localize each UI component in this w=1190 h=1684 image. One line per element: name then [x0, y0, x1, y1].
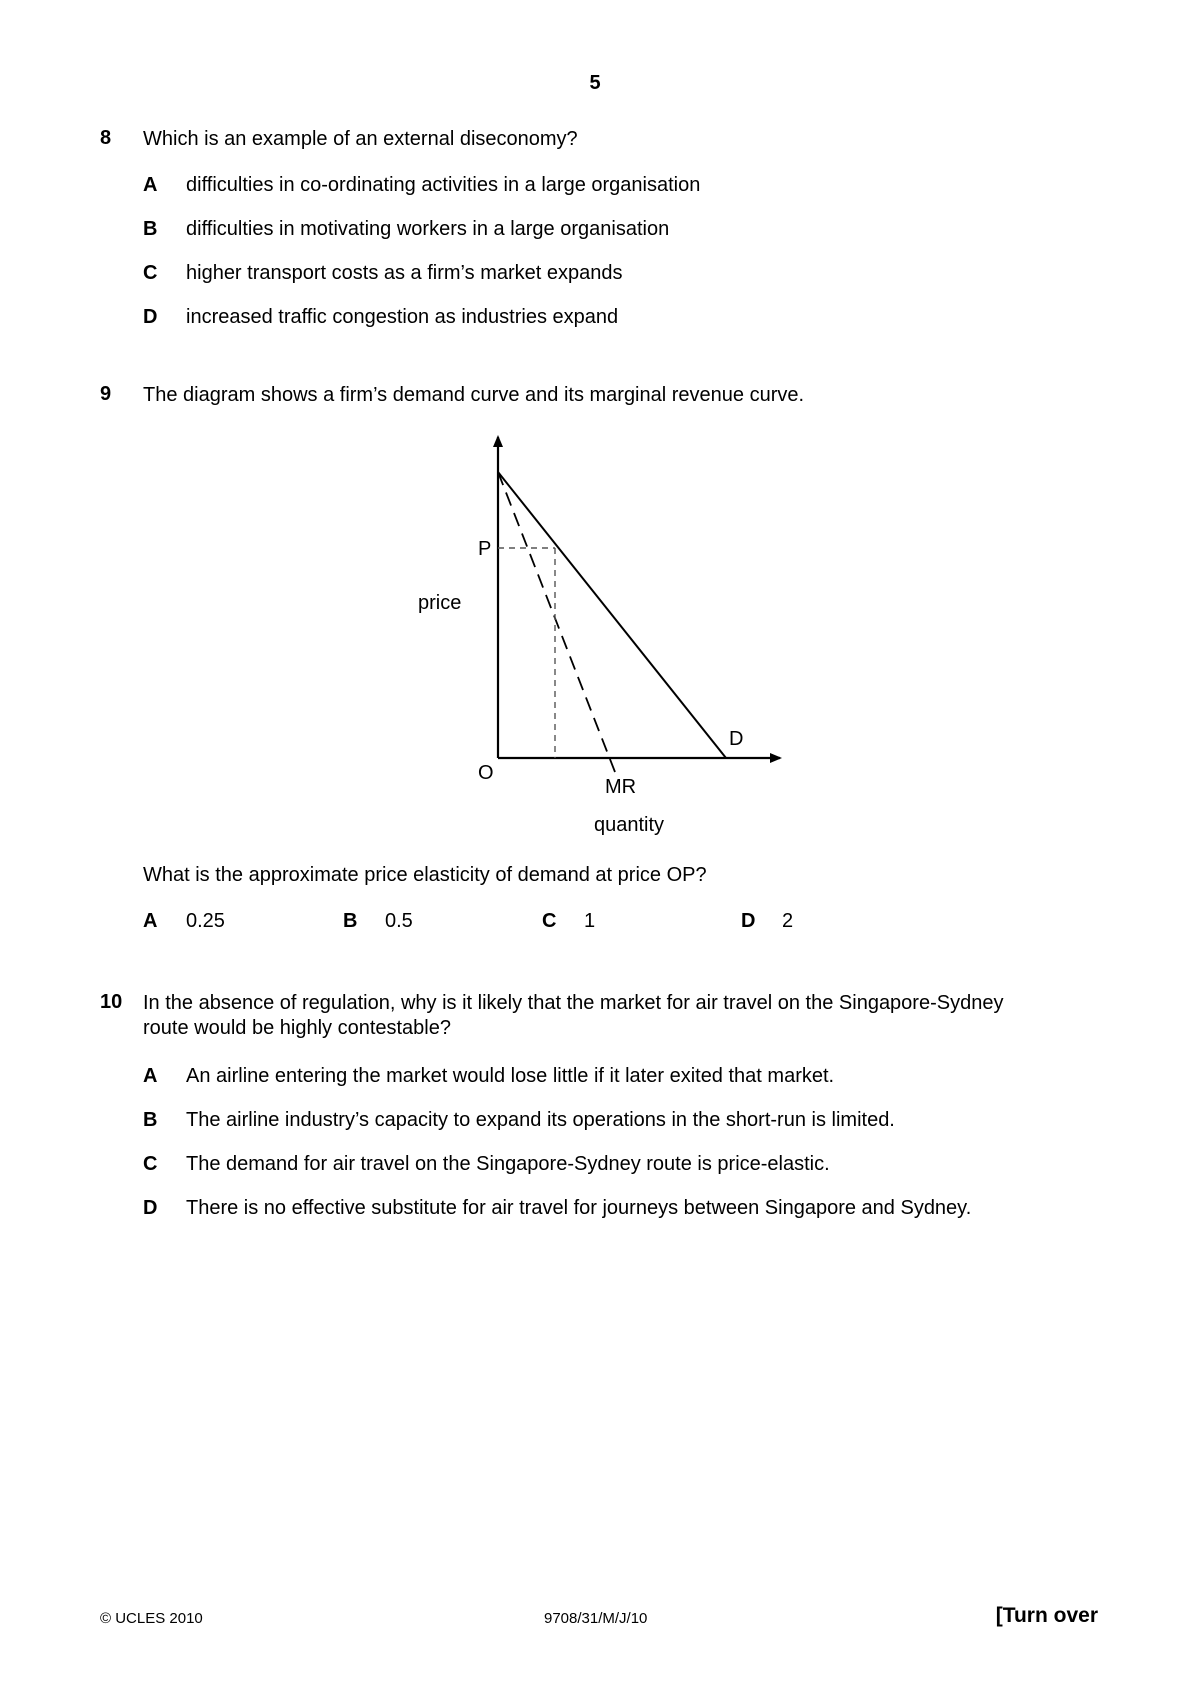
page-number: 5	[589, 72, 601, 94]
footer-turn-over: [Turn over	[995, 1604, 1098, 1627]
q10-option-d-letter: D	[143, 1197, 158, 1219]
q10-option-c-text: The demand for air travel on the Singapore-Sydney route is price-elastic.	[186, 1153, 830, 1175]
question-10-number: 10	[100, 991, 123, 1013]
q10-option-d-text: There is no effective substitute for air travel for journeys between Singapore and Sydney.	[186, 1197, 972, 1219]
q9-option-c-letter: C	[542, 910, 557, 932]
q8-option-c-text: higher transport costs as a firm’s market expands	[186, 262, 623, 284]
footer-paper-code: 9708/31/M/J/10	[544, 1610, 648, 1627]
question-8-number: 8	[100, 127, 112, 149]
q10-option-a-letter: A	[143, 1065, 158, 1087]
question-10-text-line-2: route would be highly contestable?	[143, 1017, 451, 1039]
question-8-text: Which is an example of an external diseconomy?	[143, 128, 578, 150]
q10-option-b-letter: B	[143, 1109, 158, 1131]
q9-option-d-text: 2	[782, 910, 794, 932]
q10-option-c-letter: C	[143, 1153, 158, 1175]
q8-option-b-letter: B	[143, 218, 158, 240]
q10-option-a-text: An airline entering the market would lose little if it later exited that market.	[186, 1065, 835, 1087]
question-10-text-line-1: In the absence of regulation, why is it likely that the market for air travel on the Singapore-Sydney	[143, 992, 1004, 1014]
price-point-label: P	[478, 538, 492, 560]
mr-curve	[498, 472, 615, 772]
question-9-prompt: What is the approximate price elasticity of demand at price OP?	[143, 864, 707, 886]
question-9-number: 9	[100, 383, 112, 405]
origin-label: O	[478, 762, 494, 784]
q9-option-b-text: 0.5	[385, 910, 413, 932]
demand-mr-diagram	[360, 425, 800, 845]
price-axis-label: price	[418, 592, 462, 614]
demand-label: D	[729, 728, 744, 750]
q9-option-b-letter: B	[343, 910, 358, 932]
q10-option-b-text: The airline industry’s capacity to expand its operations in the short-run is limited.	[186, 1109, 895, 1131]
question-9-text: The diagram shows a firm’s demand curve and its marginal revenue curve.	[143, 384, 805, 406]
footer-copyright: © UCLES 2010	[100, 1610, 203, 1627]
q9-option-d-letter: D	[741, 910, 756, 932]
demand-curve	[498, 472, 726, 758]
q8-option-a-letter: A	[143, 174, 158, 196]
mr-label: MR	[605, 776, 637, 798]
q8-option-d-letter: D	[143, 306, 158, 328]
q9-option-a-letter: A	[143, 910, 158, 932]
q9-option-c-text: 1	[584, 910, 596, 932]
quantity-axis-label: quantity	[594, 814, 665, 836]
q8-option-d-text: increased traffic congestion as industries expand	[186, 306, 619, 328]
q8-option-a-text: difficulties in co-ordinating activities in a large organisation	[186, 174, 701, 196]
q9-option-a-text: 0.25	[186, 910, 225, 932]
q8-option-b-text: difficulties in motivating workers in a large organisation	[186, 218, 670, 240]
q8-option-c-letter: C	[143, 262, 158, 284]
